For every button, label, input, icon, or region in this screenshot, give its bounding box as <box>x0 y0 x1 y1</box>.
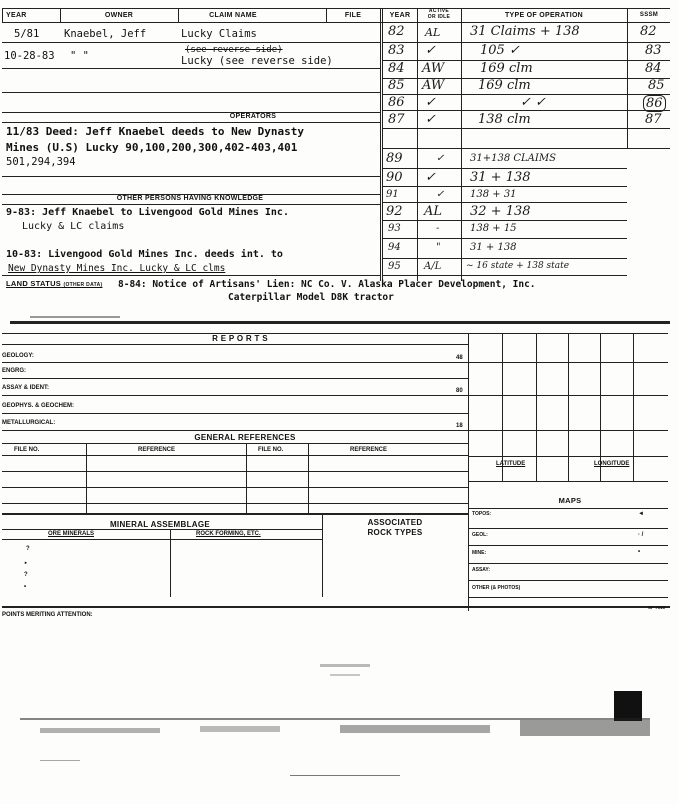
maps-mine-mark: • <box>638 549 641 555</box>
reports-title: R E P O R T S <box>212 334 268 343</box>
report-metallurgical-num: 18 <box>456 423 463 429</box>
black-registration-square <box>614 691 642 721</box>
scan-streak-2 <box>40 728 160 733</box>
maps-assay: ASSAY: <box>472 567 491 573</box>
operators-line-2: Mines (U.S) Lucky 90,100,200,300,402-403,401 <box>6 141 298 154</box>
log-85-status: AW <box>422 78 445 93</box>
owner-row-2-claim-struck: (see reverse side) <box>185 45 283 55</box>
scan-streak-7 <box>330 674 360 676</box>
owner-row-1-claim: Lucky Claims <box>181 28 257 40</box>
log-89-status: ✓ <box>436 153 445 164</box>
log-89-op: 31+138 CLAIMS <box>470 153 556 164</box>
report-geology-num: 48 <box>456 355 463 361</box>
land-status-line-2: Caterpillar Model D8K tractor <box>228 292 394 303</box>
log-94-status: " <box>436 242 441 253</box>
general-references-title: GENERAL REFERENCES <box>194 433 296 442</box>
others-line-1: 9-83: Jeff Knaebel to Livengood Gold Mines Inc. <box>6 207 289 218</box>
header-active-1: ACTIVE <box>428 8 450 14</box>
land-status-line-1: 8-84: Notice of Artisans' Lien: NC Co. V. Alaska Placer Development, Inc. <box>118 279 536 290</box>
genref-col-ref-1: REFERENCE <box>138 447 176 453</box>
others-line-3: 10-83: Livengood Gold Mines Inc. deeds int. to <box>6 249 283 260</box>
owner-row-1-owner: Knaebel, Jeff <box>64 28 147 40</box>
operators-line-3: 501,294,394 <box>6 156 76 168</box>
maps-mine: MINE: <box>472 550 487 556</box>
land-status-subtitle: (OTHER DATA) <box>63 282 103 288</box>
log-93-op: 138 + 15 <box>470 223 517 234</box>
header-owner: OWNER <box>104 12 134 19</box>
ore-mark-2: ‣ <box>24 561 28 567</box>
log-91-year: 91 <box>386 189 399 200</box>
report-assay: ASSAY & IDENT: <box>2 385 50 391</box>
maps-topos-mark: ◄ <box>638 511 644 517</box>
log-87-status: ✓ <box>425 112 436 127</box>
scan-streak-4 <box>340 725 490 733</box>
log-94-year: 94 <box>388 242 401 253</box>
scan-streak-6 <box>320 664 370 667</box>
header-claim-name: CLAIM NAME <box>209 12 257 19</box>
maps-geol: GEOL: <box>472 532 488 538</box>
genref-col-file-1: FILE NO. <box>14 447 40 453</box>
log-87-year: 87 <box>388 112 405 127</box>
genref-col-file-2: FILE NO. <box>258 447 284 453</box>
log-86-year: 86 <box>388 95 405 110</box>
others-title: OTHER PERSONS HAVING KNOWLEDGE <box>116 195 264 202</box>
header-type-of-operation: TYPE OF OPERATION <box>504 12 584 19</box>
owner-row-1-date: 5/81 <box>14 28 40 40</box>
log-92-op: 32 + 138 <box>470 204 531 219</box>
log-87-op: 138 clm <box>478 112 531 127</box>
rock-types-title: ROCK TYPES <box>367 528 423 537</box>
log-82-status: AL <box>425 26 441 39</box>
others-line-2: Lucky & LC claims <box>22 221 125 232</box>
log-87-sssm: 87 <box>645 112 662 127</box>
scan-streak-3 <box>200 726 280 732</box>
header-year: YEAR <box>6 12 27 19</box>
log-94-op: 31 + 138 <box>470 242 517 253</box>
genref-col-ref-2: REFERENCE <box>350 447 388 453</box>
log-95-year: 95 <box>388 261 401 272</box>
log-91-op: 138 + 31 <box>470 189 517 200</box>
operators-line-1: 11/83 Deed: Jeff Knaebel deeds to New Dynasty <box>6 125 305 138</box>
ore-mark-3: ? <box>24 572 28 578</box>
log-93-year: 93 <box>388 223 401 234</box>
log-85-sssm: 85 <box>648 78 665 93</box>
form-number: SP 7910 <box>648 605 666 610</box>
log-86-op: ✓ ✓ <box>520 95 546 110</box>
maps-other: OTHER (& PHOTOS) <box>472 585 521 591</box>
scan-streak-9 <box>40 760 80 761</box>
rock-forming-col: ROCK FORMING, ETC. <box>196 531 261 537</box>
log-83-year: 83 <box>388 43 405 58</box>
maps-topos: TOPOS: <box>472 511 492 517</box>
ore-mark-1: ? <box>26 546 30 552</box>
log-86-sssm: 86 <box>643 95 666 112</box>
maps-geol-mark: · / <box>638 532 644 538</box>
log-82-year: 82 <box>388 24 405 39</box>
log-83-status: ✓ <box>425 43 436 58</box>
log-92-status: AL <box>424 204 443 219</box>
log-95-status: A/L <box>424 261 442 272</box>
header-corner-code: SSSM <box>639 12 659 18</box>
maps-title: MAPS <box>558 496 582 505</box>
owner-row-2-date: 10-28-83 <box>4 50 55 62</box>
log-84-year: 84 <box>388 61 405 76</box>
log-93-status: - <box>436 223 440 234</box>
log-82-sssm: 82 <box>640 24 657 39</box>
section-divider <box>10 321 670 324</box>
report-geophys: GEOPHYS. & GEOCHEM: <box>2 403 75 409</box>
log-95-op: ~ 16 state + 138 state <box>466 261 570 271</box>
scan-streak-8 <box>290 775 400 776</box>
log-90-year: 90 <box>386 170 403 185</box>
log-91-status: ✓ <box>436 189 445 200</box>
log-86-status: ✓ <box>425 95 436 110</box>
log-84-status: AW <box>422 61 445 76</box>
land-status-label <box>6 279 102 288</box>
land-status-title: LAND STATUS <box>6 279 62 288</box>
log-84-op: 169 clm <box>480 61 533 76</box>
log-90-status: ✓ <box>425 170 436 185</box>
log-85-op: 169 clm <box>478 78 531 93</box>
header-active-2: OR IDLE <box>427 14 451 20</box>
scan-streak-5 <box>520 720 650 736</box>
log-83-op: 105 ✓ <box>480 43 520 58</box>
owner-row-2-owner: " " <box>70 50 89 62</box>
operators-title: OPERATORS <box>229 113 277 120</box>
log-85-year: 85 <box>388 78 405 93</box>
report-engrg: ENGRG: <box>2 368 26 374</box>
log-82-op: 31 Claims + 138 <box>470 24 580 39</box>
longitude-label: LONGITUDE <box>594 461 630 467</box>
latitude-label: LATITUDE <box>496 461 526 467</box>
owner-row-2-claim: Lucky (see reverse side) <box>181 55 333 67</box>
log-83-sssm: 83 <box>645 43 662 58</box>
ore-mark-4: • <box>24 584 27 590</box>
others-line-4: New Dynasty Mines Inc. Lucky & LC clms <box>8 263 226 274</box>
report-geology: GEOLOGY: <box>2 353 34 359</box>
header-file: FILE <box>344 12 362 19</box>
log-89-year: 89 <box>386 151 403 166</box>
section-divider-shadow <box>30 316 120 318</box>
points-meriting-attention: POINTS MERITING ATTENTION: <box>2 612 93 618</box>
ore-minerals-col: ORE MINERALS <box>48 531 95 537</box>
log-84-sssm: 84 <box>645 61 662 76</box>
header-year-2: YEAR <box>389 12 411 19</box>
log-92-year: 92 <box>386 204 403 219</box>
log-90-op: 31 + 138 <box>470 170 531 185</box>
report-metallurgical: METALLURGICAL: <box>2 420 56 426</box>
mineral-title: MINERAL ASSEMBLAGE <box>109 520 211 529</box>
report-assay-num: 80 <box>456 388 463 394</box>
associated-title: ASSOCIATED <box>367 518 423 527</box>
